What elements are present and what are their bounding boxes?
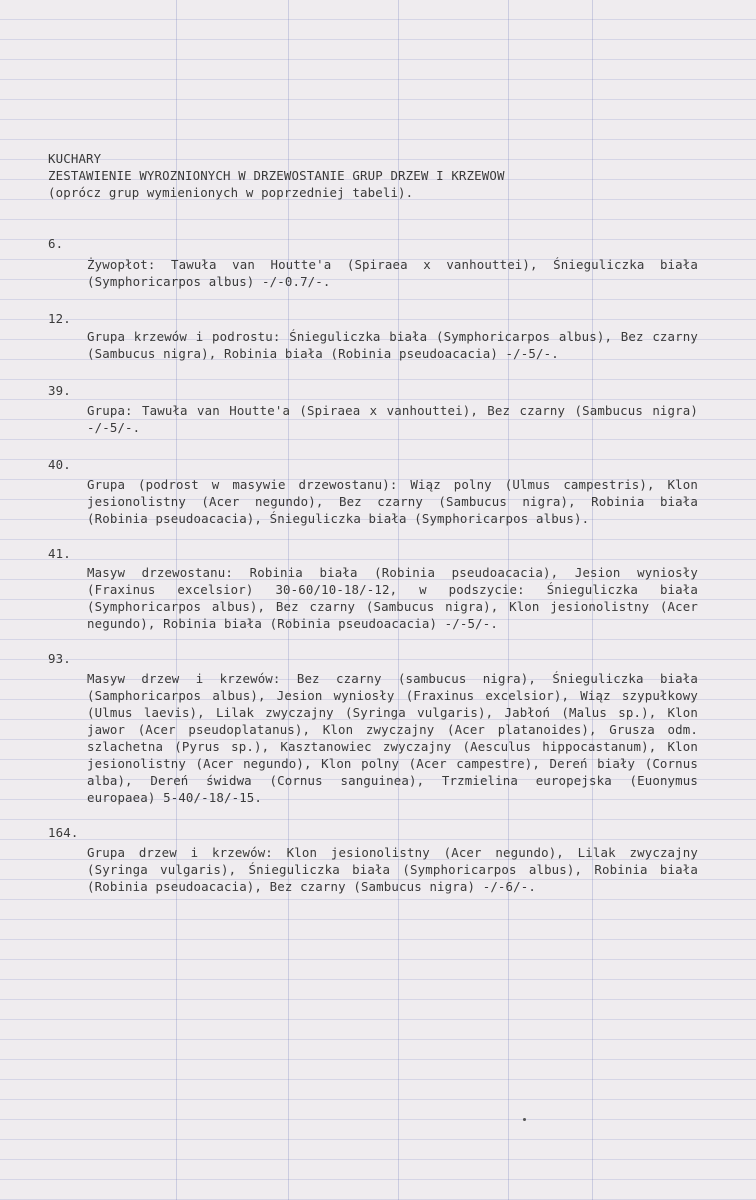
entry-text: Masyw drzewostanu: Robinia biała (Robinia pseudoacacia), Jesion wyniosły (Fraxinus excelsior) 30-60/10-18/-12, w podszycie: Śnieguliczka biała (Symphoricarpos albus), Bez czarny (Sambucus nigra), Klon jesionolistny (Acer negundo), Robinia biała (Robinia pseudoacacia) -/-5/-. (87, 565, 698, 631)
entry-number: 164. (48, 825, 79, 840)
entry-number: 41. (48, 546, 71, 561)
list-item (48, 650, 698, 806)
entry-text: Grupa krzewów i podrostu: Śnieguliczka biała (Symphoricarpos albus), Bez czarny (Sambucus nigra), Robinia biała (Robinia pseudoacacia) -/-5/-. (87, 329, 698, 361)
header-place-name: KUCHARY (48, 151, 102, 166)
entry-number: 93. (48, 651, 71, 666)
document-body (48, 150, 698, 895)
list-item (48, 382, 698, 436)
entry-number: 40. (48, 457, 71, 472)
entry-text: Grupa (podrost w masywie drzewostanu): Wiąz polny (Ulmus campestris), Klon jesionolistny (Acer negundo), Bez czarny (Sambucus nigra), Robinia biała (Robinia pseudoacacia), Śnieguliczka biała (Symphoricarpos albus). (87, 477, 698, 526)
header-title: ZESTAWIENIE WYROZNIONYCH W DRZEWOSTANIE GRUP DRZEW I KRZEWOW (48, 168, 505, 183)
entry-text: Grupa: Tawuła van Houtte'a (Spiraea x vanhouttei), Bez czarny (Sambucus nigra) -/-5/-. (87, 403, 698, 435)
entry-number: 39. (48, 383, 71, 398)
list-item (48, 235, 698, 290)
entry-text: Grupa drzew i krzewów: Klon jesionolistny (Acer negundo), Lilak zwyczajny (Syringa vulgaris), Śnieguliczka biała (Symphoricarpos albus), Robinia biała (Robinia pseudoacacia), Bez czarny (Sambucus nigra) -/-6/-. (87, 845, 698, 894)
entry-number: 6. (48, 236, 64, 251)
list-item (48, 824, 698, 895)
list-item (48, 545, 698, 632)
entry-text: Masyw drzew i krzewów: Bez czarny (sambucus nigra), Śnieguliczka biała (Samphoricarpos albus), Jesion wyniosły (Fraxinus excelsior), Wiąz szypułkowy (Ulmus laevis), Lilak zwyczajny (Syringa vulgaris), Jabłoń (Malus sp.), Klon jawor (Acer pseudoplatanus), Klon zwyczajny (Acer platanoides), Grusza odm. szlachetna (Pyrus sp.), Kasztanowiec zwyczajny (Aesculus hippocastanum), Klon jesionolistny (Acer negundo), Klon polny (Acer campestre), Dereń biały (Cornus alba), Dereń świdwa (Cornus sanguinea), Trzmielina europejska (Euonymus europaea) 5-40/-18/-15. (87, 671, 698, 805)
entry-text: Żywopłot: Tawuła van Houtte'a (Spiraea x vanhouttei), Śnieguliczka biała (Symphoricarpos albus) -/-0.7/-. (87, 257, 698, 289)
stray-ink-dot (523, 1118, 526, 1121)
document-header (48, 150, 698, 201)
list-item (48, 456, 698, 527)
list-item (48, 310, 698, 362)
header-subtitle: (oprócz grup wymienionych w poprzedniej tabeli). (48, 185, 414, 200)
entry-number: 12. (48, 311, 71, 326)
